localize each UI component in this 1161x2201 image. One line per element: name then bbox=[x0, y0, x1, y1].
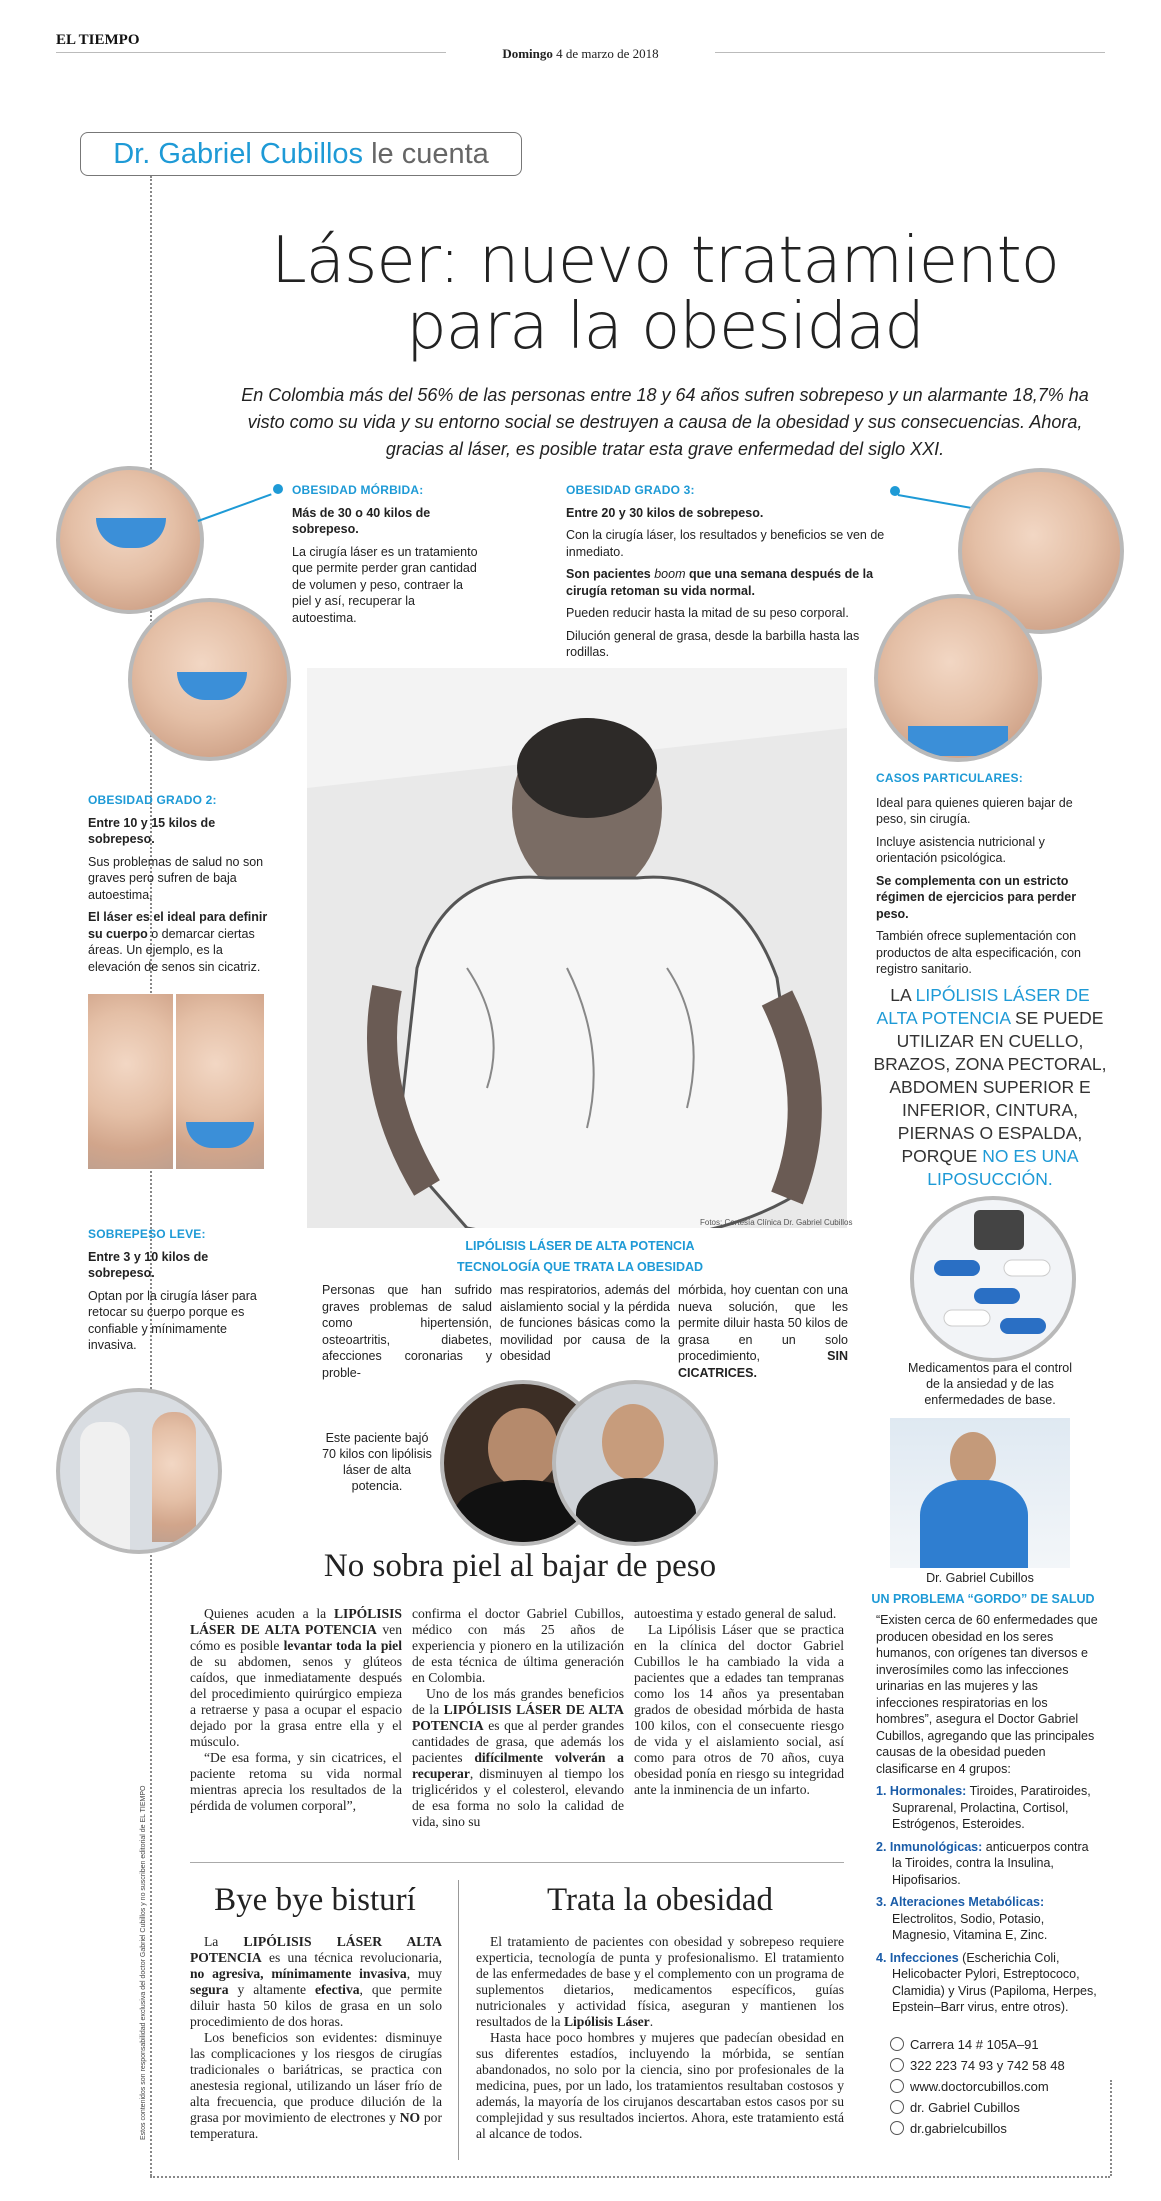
t: El tratamiento de pacientes con obesidad y sobrepeso requiere experticia, tecnología de punta y profesionalismo. El tratamiento de las enfermedades de base y el complemento con un programa de suplementos dietarios, medicamentos específicos, guías nutricionales y actividad física, aseguran y mantienen los resultados de la bbox=[476, 1934, 844, 2029]
pills-illustration bbox=[914, 1200, 1072, 1358]
t: ven cómo es posible bbox=[190, 1622, 403, 1653]
contact-block bbox=[890, 2034, 1100, 2139]
t: levantar toda la piel bbox=[283, 1638, 402, 1653]
tech-col-3a: mórbida, hoy cuentan con una nueva solución, que les permite diluir hasta 50 kilos de grasa en un solo procedimiento, bbox=[678, 1283, 848, 1363]
casos-block bbox=[876, 770, 1101, 984]
bisturi-title: Bye bye bisturí bbox=[214, 1882, 416, 1918]
trata-p2: Hasta hace poco hombres y mujeres que padecían obesidad en sus diferentes estadíos, incluyendo la mórbida, se sentían abandonados, no solo por la ciencia, sino por profesionales de la medicina, pues, por un lado, los tratamientos resultaban costosos y además, la mayoría de los cirujanos descartaban estos casos por su complejidad y sus resultados inciertos. Ahora, este tratamiento está al alcance de todos. bbox=[476, 2030, 844, 2141]
t: Tiroides, Paratiroides, Suprarenal, Prolactina, Cortisol, Estrógenos, Esteroides. bbox=[892, 1784, 1091, 1831]
facebook-icon bbox=[890, 2100, 904, 2114]
title-line-1: Láser: nuevo tratamiento bbox=[271, 224, 1059, 298]
grado2-before-photo bbox=[88, 994, 173, 1169]
t: . bbox=[649, 2014, 654, 2029]
pull-quote-a: LA bbox=[890, 985, 916, 1005]
morbida-lead: Más de 30 o 40 kilos de sobrepeso. bbox=[292, 505, 431, 536]
pills-photo bbox=[910, 1196, 1076, 1362]
facebook-text[interactable]: dr. Gabriel Cubillos bbox=[910, 2100, 1020, 2115]
tech-col-3 bbox=[678, 1282, 848, 1381]
grado3-p3: Pueden reducir hasta la mitad de su peso corporal. bbox=[566, 606, 849, 620]
leve-block bbox=[88, 1226, 258, 1360]
t: y altamente bbox=[228, 1982, 316, 1997]
t: Alteraciones Metabólicas: bbox=[889, 1895, 1045, 1909]
face-shape bbox=[602, 1404, 664, 1480]
trata-title: Trata la obesidad bbox=[546, 1882, 774, 1918]
leve-label: SOBREPESO LEVE: bbox=[88, 1227, 206, 1241]
gordo-item bbox=[876, 1894, 1098, 1944]
grado3-p2b: boom bbox=[654, 567, 686, 581]
morbida-block bbox=[292, 482, 482, 632]
patient-caption: Este paciente bajó 70 kilos con lipólisis láser de alta potencia. bbox=[322, 1431, 432, 1493]
nosobra-col-2 bbox=[412, 1606, 624, 1830]
instagram-icon bbox=[890, 2121, 904, 2135]
doctor-figure bbox=[80, 1422, 130, 1552]
grado2-after-photo bbox=[176, 994, 264, 1169]
t: Inmunológicas: bbox=[889, 1839, 983, 1854]
t: NO bbox=[399, 2110, 421, 2125]
address-text: Carrera 14 # 105A–91 bbox=[910, 2037, 1039, 2052]
bisturi-body bbox=[190, 1934, 442, 2142]
masthead: EL TIEMPO bbox=[56, 32, 140, 48]
t: 2. bbox=[876, 1839, 887, 1854]
bisturi-p1 bbox=[190, 1934, 442, 2030]
location-icon bbox=[890, 2037, 904, 2051]
grado2-p2b: o demarcar ciertas áreas. Un ejemplo, es la elevación de senos sin cicatriz. bbox=[88, 926, 261, 974]
contact-phone bbox=[890, 2055, 1100, 2076]
pull-quote-c: SE PUEDE UTILIZAR EN CUELLO, BRAZOS, ZONA PECTORAL, ABDOMEN SUPERIOR E INFERIOR, CINTURA, PIERNAS O ESPALDA, PORQUE bbox=[873, 1008, 1107, 1166]
t: 1. bbox=[876, 1784, 887, 1798]
t: por temperatura. bbox=[190, 2110, 442, 2141]
t: , disminuyen al tiempo los triglicéridos y el colesterol, elevando de esa forma no solo la calidad de vida, sino su bbox=[412, 1766, 624, 1829]
grado3-block bbox=[566, 482, 891, 667]
nosobra-c2p1: confirma el doctor Gabriel Cubillos, médico con más 25 años de experiencia y pionero en la utilización de esta técnica de última generación en Colombia. bbox=[412, 1606, 624, 1685]
t: Uno de los más grandes beneficios de la bbox=[412, 1686, 624, 1717]
leve-consultation-photo bbox=[56, 1388, 222, 1554]
leve-lead: Entre 3 y 10 kilos de sobrepeso. bbox=[88, 1249, 209, 1280]
grado2-block bbox=[88, 792, 278, 981]
phone-text: 322 223 74 93 y 742 58 48 bbox=[910, 2058, 1065, 2073]
contact-web[interactable] bbox=[890, 2076, 1100, 2097]
lede: En Colombia más del 56% de las personas entre 18 y 64 años sufren sobrepeso y un alarmante 18,7% ha visto como su vida y su entorno social se destruyen a causa de la obesidad y sus consecuencias. Ahora, gracias al láser, es posible tratar esta grave enfermedad del siglo XXI. bbox=[241, 385, 1089, 459]
morbida-after-photo bbox=[128, 598, 291, 761]
grado3-lead: Entre 20 y 30 kilos de sobrepeso. bbox=[566, 505, 764, 520]
gordo-block bbox=[876, 1612, 1098, 2022]
dotted-frame-right bbox=[1110, 2080, 1112, 2176]
dotted-frame-bottom bbox=[150, 2176, 1110, 2178]
grado2-lead: Entre 10 y 15 kilos de sobrepeso. bbox=[88, 815, 216, 846]
grado2-p2 bbox=[88, 909, 278, 975]
t: de su abdomen, senos y glúteos caídos, que inmediatamente después del procedimiento quirúrgico empieza a retraerse y pasa a ocupar el espacio dejado por la grasa entre ella y el músculo. bbox=[190, 1654, 402, 1749]
tech-col-2: mas respiratorios, además del aislamiento social y la pérdida de funciones básicas como la movilidad por causa de la obesidad bbox=[500, 1283, 670, 1363]
t: , que permite diluir hasta 50 kilos de grasa en un solo procedimiento de dos horas. bbox=[190, 1982, 443, 2029]
swimwear-shape bbox=[186, 1122, 254, 1148]
pills-caption: Medicamentos para el control de la ansiedad y de las enfermedades de base. bbox=[908, 1361, 1072, 1407]
nosobra-title: No sobra piel al bajar de peso bbox=[323, 1548, 717, 1584]
t: LIPÓLISIS LÁSER DE ALTA POTENCIA bbox=[412, 1702, 624, 1733]
tech-col-3b: SIN CICATRICES. bbox=[678, 1349, 848, 1380]
nosobra-c1p1 bbox=[190, 1606, 402, 1750]
doctor-caption: Dr. Gabriel Cubillos bbox=[926, 1571, 1034, 1585]
casos-label: CASOS PARTICULARES: bbox=[876, 771, 1023, 785]
gordo-item bbox=[876, 1839, 1098, 1889]
t: LIPÓLISIS LÁSER ALTA POTENCIA bbox=[190, 1934, 442, 1965]
casos-p4: También ofrece suplementación con productos de alta especificación, con registro sanitario. bbox=[876, 929, 1081, 976]
casos-p1: Ideal para quienes quieren bajar de peso, sin cirugía. bbox=[876, 795, 1073, 826]
byline-box bbox=[80, 132, 522, 176]
casos-p2: Incluye asistencia nutricional y orientación psicológica. bbox=[876, 834, 1045, 865]
doctor-photo bbox=[890, 1418, 1070, 1568]
t: difícilmente volverán a recuperar bbox=[412, 1750, 624, 1781]
nosobra-col-1 bbox=[190, 1606, 402, 1814]
leve-text: Optan por la cirugía láser para retocar su cuerpo porque es confiable y mínimamente invasiva. bbox=[88, 1288, 257, 1352]
t: 3. bbox=[876, 1895, 887, 1909]
t: Hormonales: bbox=[889, 1784, 967, 1798]
grado3-label: OBESIDAD GRADO 3: bbox=[566, 483, 695, 497]
contact-facebook[interactable] bbox=[890, 2097, 1100, 2118]
t: (Escherichia Coli, Helicobacter Pylori, Estreptococo, Clamidia) y Virus (Papiloma, Herpes, Epstein–Barr virus, entre otros). bbox=[892, 1950, 1097, 2014]
grado3-p2c: que una semana después de la cirugía retoman su vida normal. bbox=[566, 567, 874, 598]
contact-address bbox=[890, 2034, 1100, 2055]
trata-p1 bbox=[476, 1934, 844, 2030]
globe-icon bbox=[890, 2079, 904, 2093]
grado3-p2a: Son pacientes bbox=[566, 567, 655, 581]
grado2-p2a: El láser es el ideal para definir su cuerpo bbox=[88, 910, 268, 941]
nosobra-c3p1: autoestima y estado general de salud. bbox=[634, 1606, 837, 1621]
gordo-intro: “Existen cerca de 60 enfermedades que producen obesidad en los seres humanos, con orígenes tan diversos e inverosímiles como las infecciones urinarias en las mujeres y las infecciones respiratorias en los hombres”, asegura el Doctor Gabriel Cubillos, agregando que las principales causas de la obesidad pueden clasificarse en 4 grupos: bbox=[876, 1613, 1098, 1776]
contact-instagram[interactable] bbox=[890, 2118, 1100, 2139]
trata-body bbox=[476, 1934, 844, 2142]
grado3-p2 bbox=[566, 566, 891, 599]
grado3-back-photo bbox=[874, 594, 1042, 762]
dateline bbox=[0, 46, 1161, 62]
main-photo-patient bbox=[307, 668, 847, 1228]
t: es una técnica revolucionaria, bbox=[261, 1950, 442, 1965]
patient-after-photo bbox=[552, 1380, 718, 1546]
gordo-item bbox=[876, 1950, 1098, 2016]
t: no agresiva, mínimamente invasiva bbox=[190, 1966, 407, 1981]
t: Electrolitos, Sodio, Potasio, Magnesio, Vitamina E, Zinc. bbox=[892, 1911, 1048, 1942]
nosobra-col-3 bbox=[634, 1606, 844, 1798]
patient-illustration bbox=[307, 668, 847, 1228]
gordo-item bbox=[876, 1783, 1098, 1833]
swimwear-shape bbox=[908, 726, 1008, 756]
nosobra-c1p2: “De esa forma, y sin cicatrices, el paciente retoma su vida normal mientras aprecia los resultados de la pérdida de volumen corporal”, bbox=[190, 1750, 402, 1813]
swimwear-shape bbox=[96, 518, 166, 548]
patient-figure bbox=[152, 1412, 196, 1542]
face-shape bbox=[488, 1408, 558, 1488]
date-rest: 4 de marzo de 2018 bbox=[556, 46, 659, 61]
tech-heading-2: TECNOLOGÍA QUE TRATA LA OBESIDAD bbox=[456, 1260, 704, 1274]
swimwear-shape bbox=[177, 672, 247, 700]
morbida-label: OBESIDAD MÓRBIDA: bbox=[292, 483, 424, 497]
suit-shape bbox=[920, 1480, 1028, 1568]
connector-dot bbox=[273, 484, 283, 494]
morbida-text: La cirugía láser es un tratamiento que permite perder gran cantidad de volumen y peso, contraer la piel y así, recuperar la autoestima. bbox=[292, 544, 478, 625]
grado3-p1: Con la cirugía láser, los resultados y beneficios se ven de inmediato. bbox=[566, 528, 885, 559]
tech-col-1: Personas que han sufrido graves problemas de salud como hipertensión, osteoartritis, diabetes, afecciones coronarias y proble- bbox=[322, 1283, 492, 1380]
gordo-title: UN PROBLEMA “GORDO” DE SALUD bbox=[871, 1592, 1095, 1606]
t: 4. bbox=[876, 1950, 887, 1965]
t: , muy bbox=[406, 1966, 442, 1981]
pull-quote-b: LIPÓLISIS LÁSER DE ALTA POTENCIA bbox=[876, 985, 1090, 1028]
nosobra-c2p2 bbox=[412, 1686, 624, 1830]
t: Quienes acuden a la bbox=[204, 1606, 334, 1621]
suit-shape bbox=[576, 1478, 696, 1546]
side-disclaimer: Estos contenidos son responsabilidad exclusiva del doctor Gabriel Cubillos y no suscriben editorial de EL TIEMPO bbox=[140, 1785, 147, 2140]
t: La bbox=[204, 1934, 244, 1949]
pull-quote bbox=[870, 984, 1110, 1191]
title-line-2: para la obesidad bbox=[406, 290, 924, 364]
nosobra-c3p2: La Lipólisis Láser que se practica en la clínica del doctor Gabriel Cubillos le ha cambiado la vida a pacientes que a edades tan tempranas como los 14 años ya presentaban grados de obesidad mórbida de hasta 100 kilos, con el consecuente riesgo de vida y el aislamiento social, así como para otros de 70 años, cuya obesidad ponía en riesgo su integridad ante la inminencia de un infarto. bbox=[634, 1622, 844, 1797]
grado3-p4: Dilución general de grasa, desde la barbilla hasta las rodillas. bbox=[566, 628, 860, 659]
grado2-p1: Sus problemas de salud no son graves pero sufren de baja autoestima. bbox=[88, 854, 264, 902]
t: Infecciones bbox=[889, 1950, 959, 1965]
pull-quote-d: NO ES UNA LIPOSUCCIÓN. bbox=[927, 1146, 1079, 1189]
t: Los beneficios son evidentes: disminuye las complicaciones y los riesgos de cirugías tradicionales o bariátricas, se practica con anestesia regional, utilizando un láser frío de alta frecuencia, que produce dilución de la grasa por movimiento de electrones y bbox=[190, 2030, 442, 2125]
column-divider bbox=[458, 1880, 459, 2160]
photo-credit: Fotos: Cortesía Clínica Dr. Gabriel Cubillos bbox=[700, 1218, 853, 1227]
date-day: Domingo bbox=[502, 46, 553, 61]
t: es que al perder grandes cantidades de grasa, que además los pacientes bbox=[412, 1718, 624, 1765]
byline-name: Dr. Gabriel Cubillos bbox=[113, 138, 364, 170]
t: anticuerpos contra la Tiroides, contra la Insulina, Hipofisarios. bbox=[892, 1839, 1089, 1887]
casos-p3: Se complementa con un estricto régimen de ejercicios para perder peso. bbox=[876, 873, 1077, 921]
byline-suffix: le cuenta bbox=[371, 138, 489, 170]
page-title bbox=[230, 224, 1100, 364]
tech-heading-1: LIPÓLISIS LÁSER DE ALTA POTENCIA bbox=[465, 1239, 695, 1253]
tech-heading bbox=[310, 1236, 850, 1278]
phone-icon bbox=[890, 2058, 904, 2072]
t: Lipólisis Láser bbox=[563, 2014, 650, 2029]
t: LIPÓLISIS LÁSER DE ALTA POTENCIA bbox=[190, 1606, 402, 1637]
t: efectiva bbox=[315, 1982, 360, 1997]
web-text[interactable]: www.doctorcubillos.com bbox=[910, 2079, 1049, 2094]
grado2-label: OBESIDAD GRADO 2: bbox=[88, 793, 217, 807]
connector-line bbox=[198, 493, 272, 522]
section-divider bbox=[190, 1862, 844, 1863]
morbida-before-photo bbox=[56, 466, 204, 614]
t: segura bbox=[190, 1982, 229, 1997]
instagram-text[interactable]: dr.gabrielcubillos bbox=[910, 2121, 1007, 2136]
bisturi-p2 bbox=[190, 2030, 442, 2142]
